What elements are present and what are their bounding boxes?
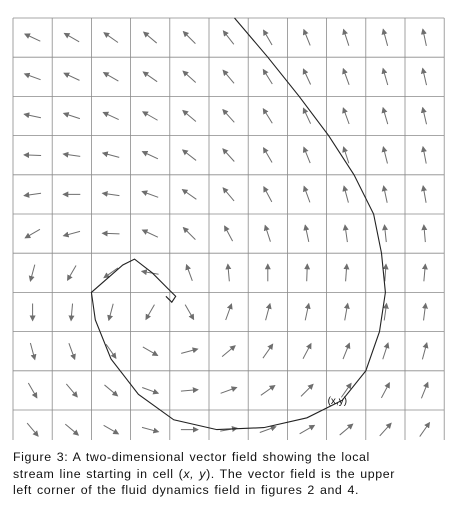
vector-arrow xyxy=(186,265,192,281)
vector-arrow xyxy=(182,190,196,200)
vector-arrow xyxy=(228,264,229,281)
vector-arrow xyxy=(104,425,119,434)
vector-arrow xyxy=(225,226,233,241)
vector-arrow xyxy=(305,225,309,242)
vector-arrow xyxy=(24,114,41,118)
vector-arrow xyxy=(340,424,353,435)
vector-arrow xyxy=(383,69,388,85)
vector-arrow xyxy=(65,424,78,435)
vector-arrow xyxy=(30,265,34,281)
vector-arrow xyxy=(223,188,234,201)
vector-arrow xyxy=(380,423,391,436)
vector-arrow xyxy=(307,264,308,281)
vector-arrow xyxy=(103,193,120,195)
vector-arrow xyxy=(64,73,79,80)
caption-text: left corner of the fluid dynamics field in figures 2 and 4. xyxy=(13,483,360,498)
vector-arrow xyxy=(265,226,270,242)
vector-arrow xyxy=(344,30,349,46)
grid xyxy=(13,18,444,440)
vector-arrow xyxy=(300,425,315,434)
vector-arrow xyxy=(222,346,235,357)
vector-arrow xyxy=(30,343,34,359)
vector-arrow xyxy=(142,387,158,393)
vector-arrow xyxy=(63,154,80,156)
vector-arrow xyxy=(24,193,41,195)
vector-arrow xyxy=(301,384,313,396)
vector-arrow xyxy=(423,29,427,46)
vector-arrow xyxy=(68,265,77,280)
vector-arrow xyxy=(109,304,113,320)
vector-arrow xyxy=(143,347,158,356)
vector-arrow xyxy=(143,230,158,237)
start-cell-label: (x,y) xyxy=(327,396,348,407)
vector-arrow xyxy=(383,108,388,124)
vector-arrow xyxy=(343,69,349,85)
vector-arrow xyxy=(383,343,388,359)
vector-arrow xyxy=(385,264,386,281)
vector-arrow xyxy=(183,150,196,160)
vector-arrow xyxy=(183,228,195,240)
vector-arrow xyxy=(71,304,72,321)
vector-arrow xyxy=(104,385,117,396)
vector-arrow xyxy=(103,112,118,119)
vector-arrow xyxy=(223,110,234,123)
vector-arrow xyxy=(264,148,273,163)
vector-arrow xyxy=(263,70,272,84)
vector-arrow xyxy=(223,149,234,162)
vector-arrow xyxy=(305,304,309,321)
vector-arrow xyxy=(421,383,427,399)
vector-arrow xyxy=(181,390,198,391)
vector-arrow xyxy=(25,74,41,80)
vector-arrow xyxy=(103,153,119,157)
vector-arrow xyxy=(64,33,79,42)
vector-arrow xyxy=(264,187,272,202)
vector-arrow xyxy=(143,72,157,82)
vector-arrow xyxy=(146,305,155,320)
vector-arrow xyxy=(64,231,80,235)
vector-arrow xyxy=(423,186,426,203)
vector-arrow xyxy=(264,30,273,45)
vector-arrow xyxy=(183,111,196,122)
caption-text: Figure 3: A two-dimensional vector field showing the local xyxy=(13,450,370,464)
vector-arrow xyxy=(66,384,77,397)
vector-arrow xyxy=(25,229,40,238)
vector-arrow xyxy=(104,268,118,278)
vector-arrow xyxy=(420,423,430,437)
vector-arrow xyxy=(381,383,389,398)
vector-arrow xyxy=(303,69,310,84)
vector-arrow xyxy=(143,112,158,121)
vector-arrow xyxy=(25,34,40,41)
vector-arrow xyxy=(384,304,386,321)
vector-arrow xyxy=(423,147,426,164)
vector-arrow xyxy=(345,225,347,242)
vector-arrow xyxy=(423,108,427,125)
caption-text: stream line starting in cell ( xyxy=(13,466,184,481)
vector-arrow xyxy=(185,305,194,320)
vector-arrow xyxy=(343,108,349,124)
vector-arrow xyxy=(263,109,272,123)
vector-arrow xyxy=(64,113,80,118)
vector-arrow xyxy=(304,147,310,163)
stream-line xyxy=(91,18,385,430)
vector-arrow xyxy=(142,191,158,197)
vector-arrow xyxy=(27,423,38,436)
caption-text: ). The vector field is the upper xyxy=(206,466,395,481)
vector-arrow xyxy=(424,264,425,281)
vector-arrow xyxy=(263,344,273,358)
vector-arrow xyxy=(303,344,311,359)
vector-arrows xyxy=(24,29,429,436)
vector-arrow xyxy=(346,264,347,281)
vector-arrow xyxy=(385,225,387,242)
vector-arrow xyxy=(183,71,196,82)
vector-arrow xyxy=(383,29,387,45)
vector-arrow xyxy=(181,349,197,353)
vector-arrow xyxy=(304,30,310,46)
vector-arrow xyxy=(424,225,425,242)
vector-arrow xyxy=(423,69,427,86)
figure-caption xyxy=(13,449,443,499)
vector-arrow xyxy=(304,186,310,202)
vector-arrow xyxy=(345,304,348,321)
caption-line xyxy=(13,482,443,499)
vector-arrow xyxy=(424,304,426,321)
vector-arrow xyxy=(24,155,41,156)
vector-arrow xyxy=(384,186,388,203)
vector-arrow xyxy=(28,383,36,398)
vector-arrow xyxy=(223,31,233,44)
vector-arrow xyxy=(142,427,158,431)
vector-arrow xyxy=(221,387,237,393)
caption-line xyxy=(13,466,443,483)
vector-arrow xyxy=(103,233,120,234)
vector-arrow xyxy=(226,304,232,320)
vector-arrow xyxy=(422,343,426,359)
vector-arrow xyxy=(104,33,118,43)
vector-arrow xyxy=(383,147,387,164)
caption-italic-text: x, y xyxy=(183,466,207,481)
vector-arrow xyxy=(143,152,158,159)
caption-line xyxy=(13,449,443,466)
vector-arrow xyxy=(223,70,234,83)
vector-arrow xyxy=(344,186,348,202)
vector-arrow xyxy=(69,343,75,359)
vector-arrow xyxy=(144,32,157,43)
vector-arrow xyxy=(343,343,349,359)
vector-arrow xyxy=(183,32,195,44)
vector-arrow xyxy=(266,304,270,320)
vector-arrow xyxy=(261,386,275,396)
vector-arrow xyxy=(104,73,119,82)
